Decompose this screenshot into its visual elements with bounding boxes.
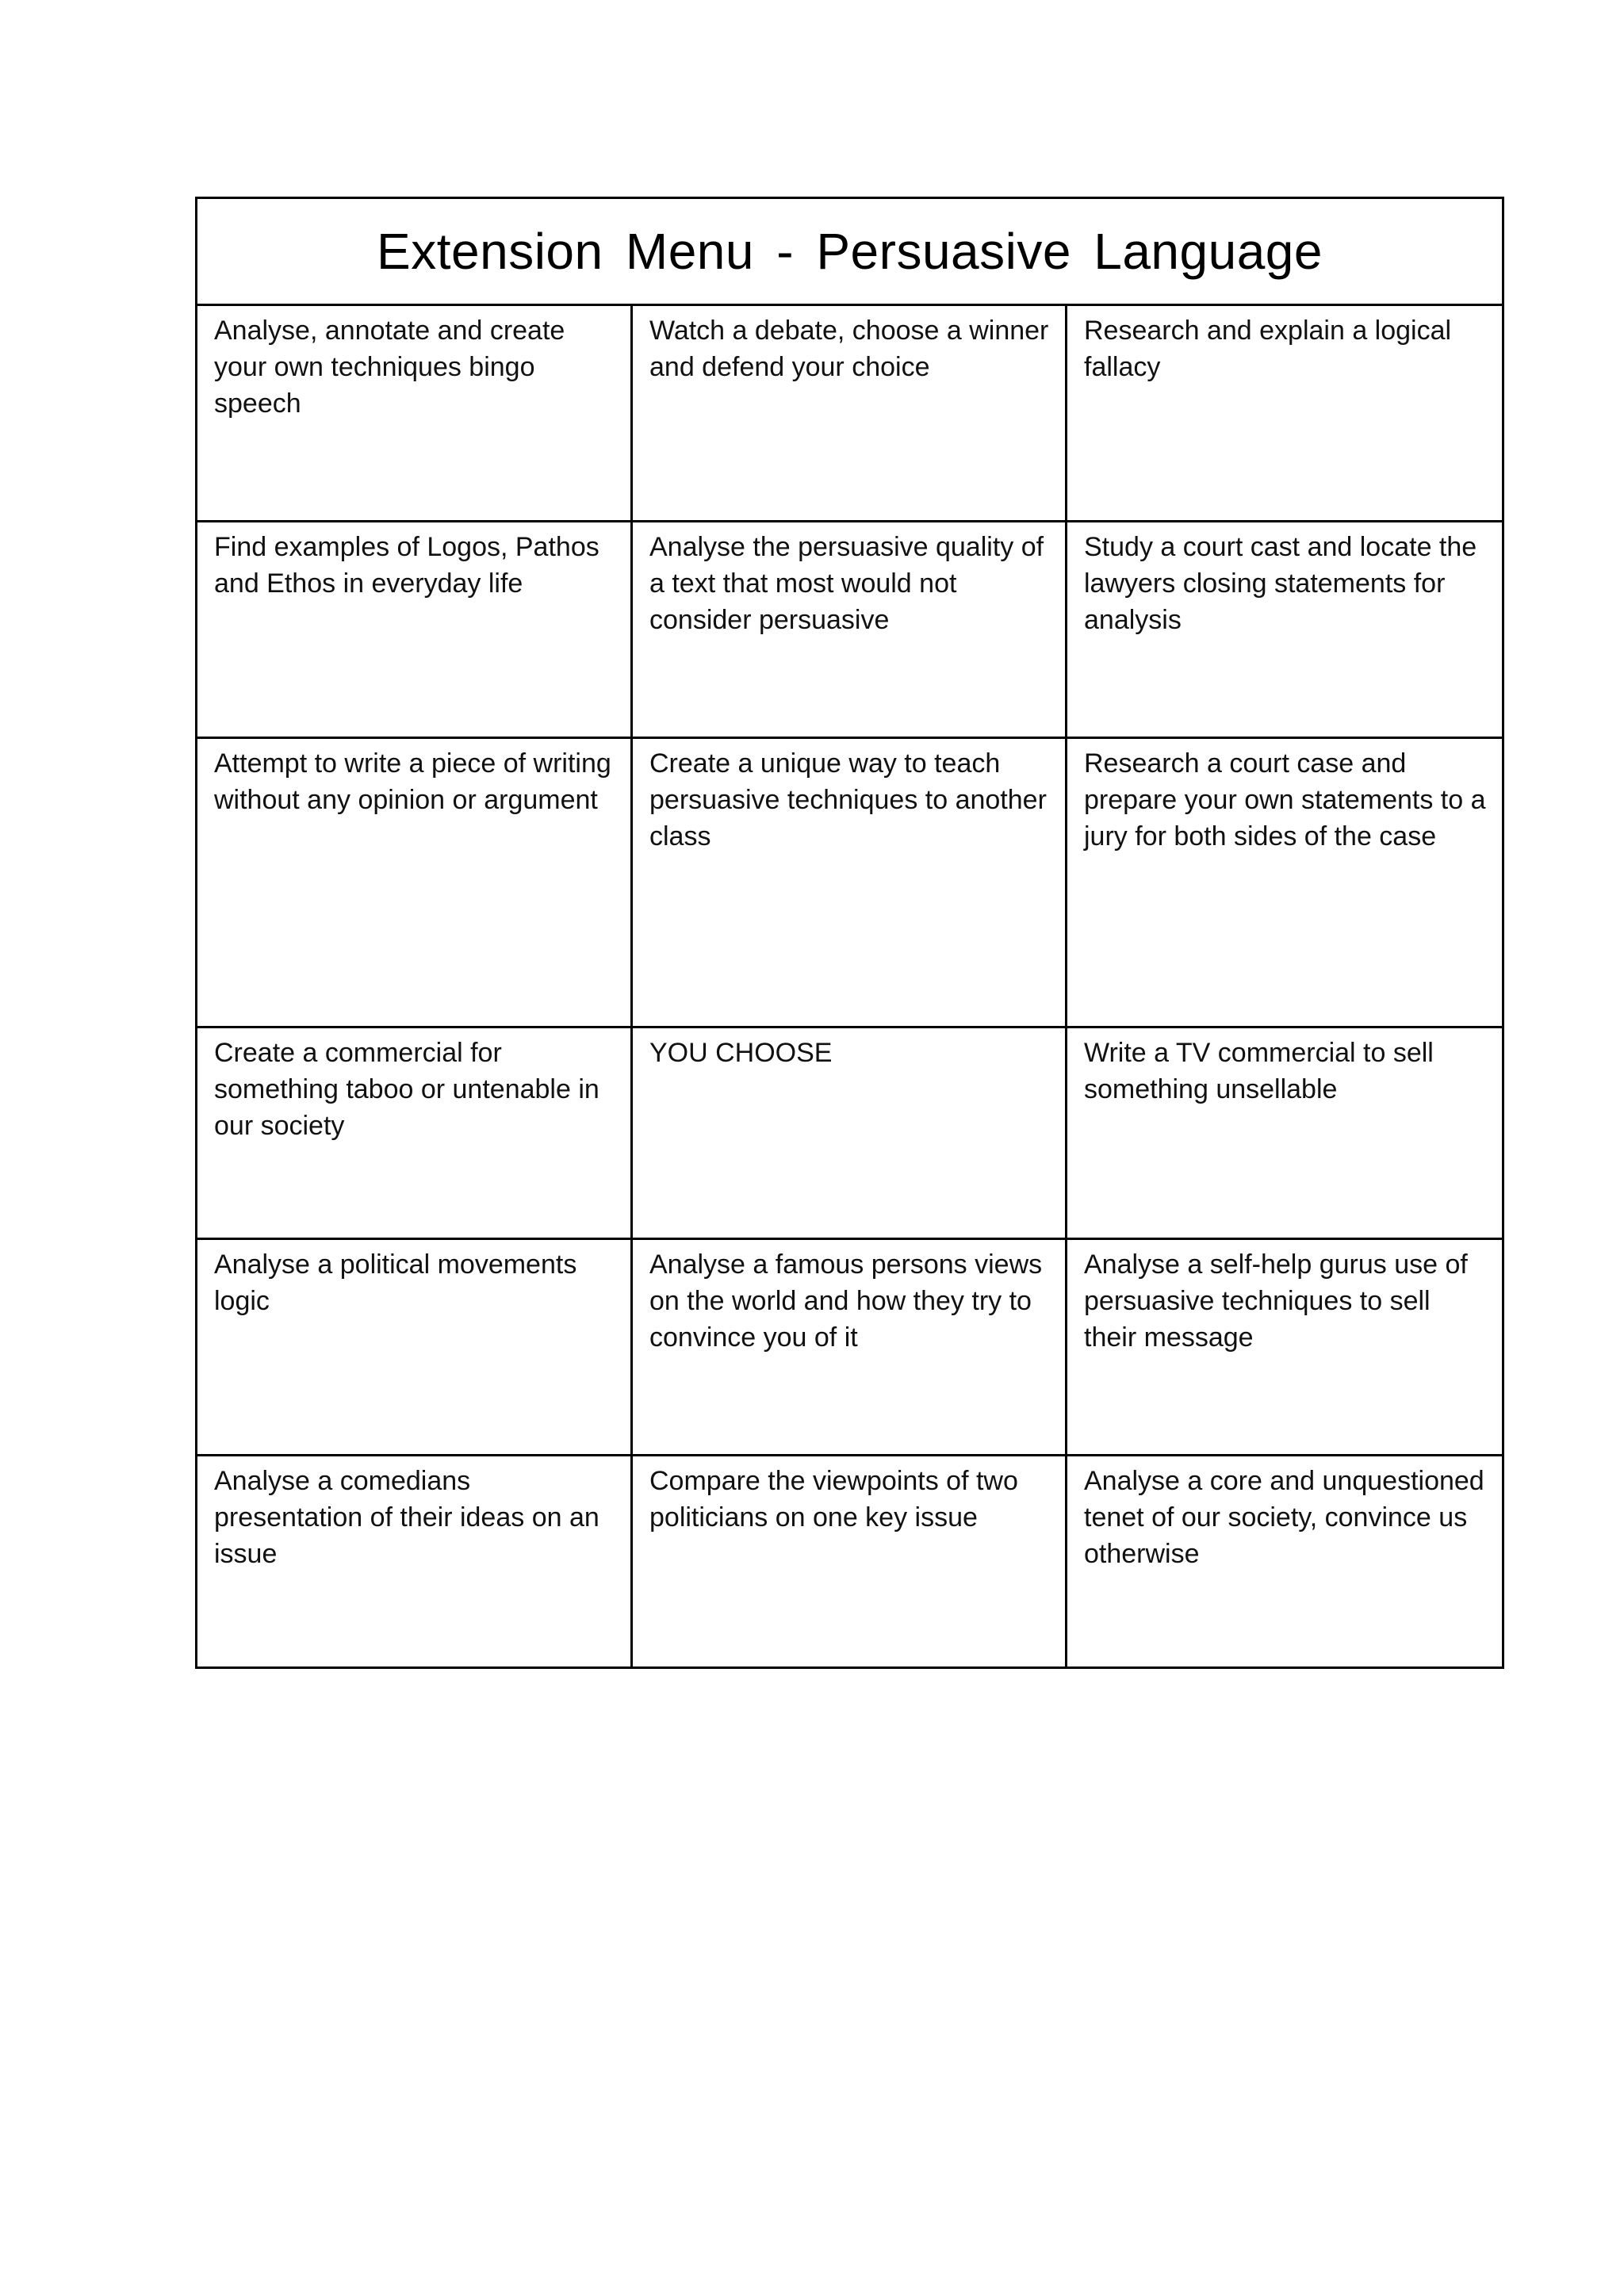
menu-cell [632,1239,1067,1456]
menu-cell [632,1456,1067,1668]
title-row [197,198,1503,305]
menu-cell [197,305,632,522]
menu-cell [197,1239,632,1456]
table-row [197,1239,1503,1456]
cell-text: Analyse a core and unquestioned tenet of our society, convince us otherwise [1084,1466,1484,1569]
cell-text: Attempt to write a piece of writing without any opinion or argument [214,748,611,815]
cell-text: Analyse, annotate and create your own techniques bingo speech [214,316,565,419]
menu-cell [1067,1456,1503,1668]
menu-title: Extension Menu - Persuasive Language [197,198,1503,305]
table-row [197,738,1503,1027]
menu-cell [632,738,1067,1027]
menu-cell [632,1027,1067,1239]
cell-text: Study a court cast and locate the lawyers closing statements for analysis [1084,532,1477,635]
cell-text: Write a TV commercial to sell something unsellable [1084,1038,1434,1104]
cell-text: Watch a debate, choose a winner and defend your choice [649,316,1049,382]
menu-cell [1067,305,1503,522]
table-row [197,522,1503,738]
table-row [197,1456,1503,1668]
menu-cell [197,738,632,1027]
menu-cell [1067,522,1503,738]
menu-cell [1067,738,1503,1027]
menu-cell [197,522,632,738]
extension-menu-table [195,197,1504,1669]
cell-text: Research a court case and prepare your own statements to a jury for both sides of the case [1084,748,1486,851]
cell-text: Analyse a comedians presentation of their ideas on an issue [214,1466,599,1569]
table-row [197,1027,1503,1239]
cell-text: Analyse a political movements logic [214,1249,577,1316]
menu-cell [197,1456,632,1668]
menu-cell [197,1027,632,1239]
cell-text: Analyse the persuasive quality of a text that most would not consider persuasive [649,532,1044,635]
cell-text: YOU CHOOSE [649,1038,833,1068]
menu-cell [632,522,1067,738]
table-row [197,305,1503,522]
cell-text: Analyse a famous persons views on the world and how they try to convince you of it [649,1249,1043,1353]
cell-text: Find examples of Logos, Pathos and Ethos in everyday life [214,532,599,599]
cell-text: Create a commercial for something taboo or untenable in our society [214,1038,599,1141]
menu-cell [1067,1027,1503,1239]
cell-text: Create a unique way to teach persuasive techniques to another class [649,748,1047,851]
cell-text: Compare the viewpoints of two politicians on one key issue [649,1466,1018,1533]
menu-cell [632,305,1067,522]
cell-text: Research and explain a logical fallacy [1084,316,1452,382]
menu-cell [1067,1239,1503,1456]
cell-text: Analyse a self-help gurus use of persuasive techniques to sell their message [1084,1249,1468,1353]
